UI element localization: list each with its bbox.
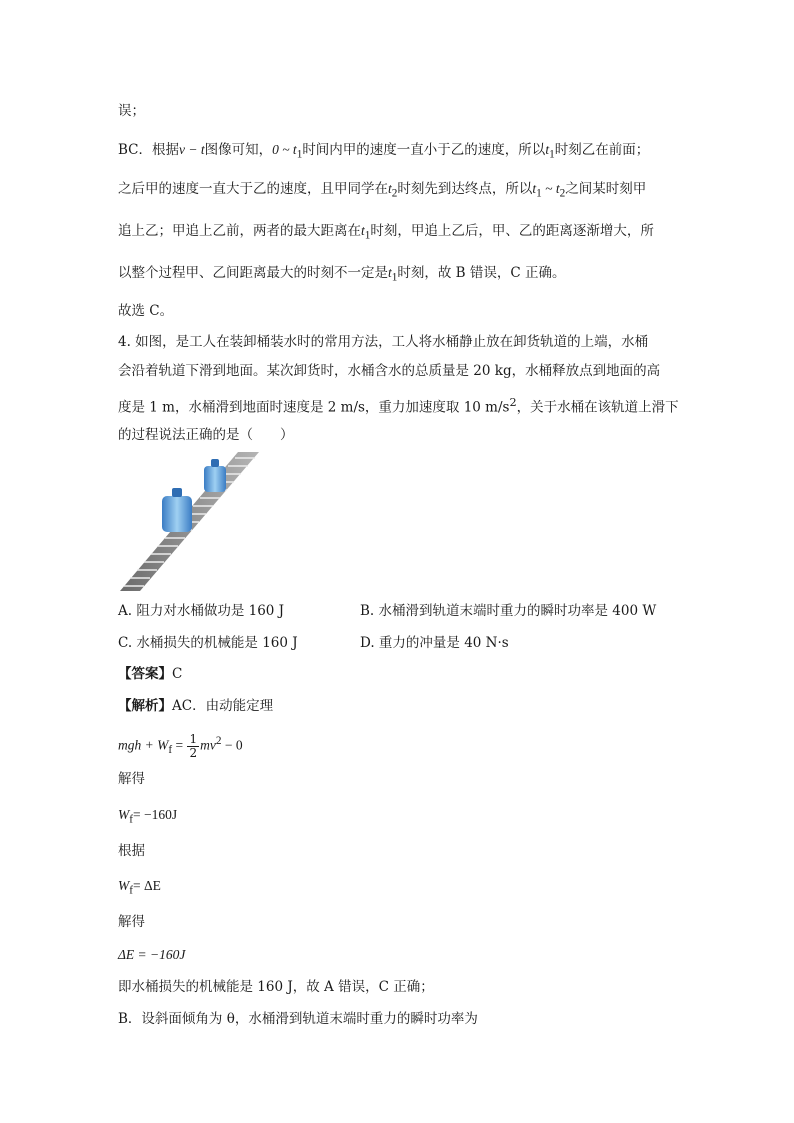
option-c: C. 水桶损失的机械能是 160 J	[118, 635, 298, 651]
energy-equation: mgh + $W_f$ = $\frac{1}{2}$ $mv^2 - 0$	[118, 731, 243, 760]
line-5: 以整个过程甲、乙间距离最大的时刻不一定是$t_1$时刻，故 B 错误，C 正确。	[118, 265, 566, 284]
option-d: D. 重力的冲量是 40 N·s	[360, 635, 509, 651]
analysis-line: 【解析】AC．由动能定理	[118, 698, 274, 714]
part-b-line: B．设斜面倾角为 θ，水桶滑到轨道末端时重力的瞬时功率为	[118, 1011, 478, 1027]
question-line-3: 度是 1 m，水桶滑到地面时速度是 2 m/s，重力加速度取 10 $m/s^2$，关于水桶在该轨道上滑下	[118, 396, 679, 416]
wf-result: $W_f= -160J$	[118, 807, 178, 826]
conclusion-line: 即水桶损失的机械能是 160 J，故 A 错误，C 正确；	[118, 979, 434, 995]
delta-e-result: ΔE = −160J	[118, 947, 186, 962]
solve-label-1: 解得	[118, 771, 145, 787]
option-a: A. 阻力对水桶做功是 160 J	[118, 603, 285, 619]
question-line-1: 4. 如图，是工人在装卸桶装水时的常用方法，工人将水桶静止放在卸货轨道的上端，水桶	[118, 334, 649, 350]
answer-line: 【答案】C	[118, 666, 183, 682]
line-6: 故选 C。	[118, 303, 174, 319]
line-1: 误；	[118, 103, 145, 119]
line-3: 之后甲的速度一直大于乙的速度，且甲同学在$t_2$时刻先到达终点，所以$t_1$ ~ $t_2$之间某时刻甲	[118, 181, 647, 200]
option-b: B. 水桶滑到轨道末端时重力的瞬时功率是 400 W	[360, 603, 657, 619]
wf-delta-e: $W_f= \Delta E$	[118, 878, 161, 897]
line-4: 追上乙；甲追上乙前，两者的最大距离在$t_1$时刻，甲追上乙后，甲、乙的距离逐渐增大，所	[118, 223, 654, 242]
conveyor-figure	[118, 452, 259, 591]
solve-label-2: 解得	[118, 914, 145, 930]
question-line-4: 的过程说法正确的是（ ）	[118, 427, 294, 443]
fraction-half: $\frac{1}{2}$	[189, 731, 198, 760]
line-2: BC．根据v − t图像可知，0 ~ $t_1$时间内甲的速度一直小于乙的速度，所以$t_1$时刻乙在前面；	[118, 142, 650, 161]
basis-label: 根据	[118, 843, 145, 859]
question-line-2: 会沿着轨道下滑到地面。某次卸货时，水桶含水的总质量是 20 kg，水桶释放点到地面的高	[118, 363, 661, 379]
